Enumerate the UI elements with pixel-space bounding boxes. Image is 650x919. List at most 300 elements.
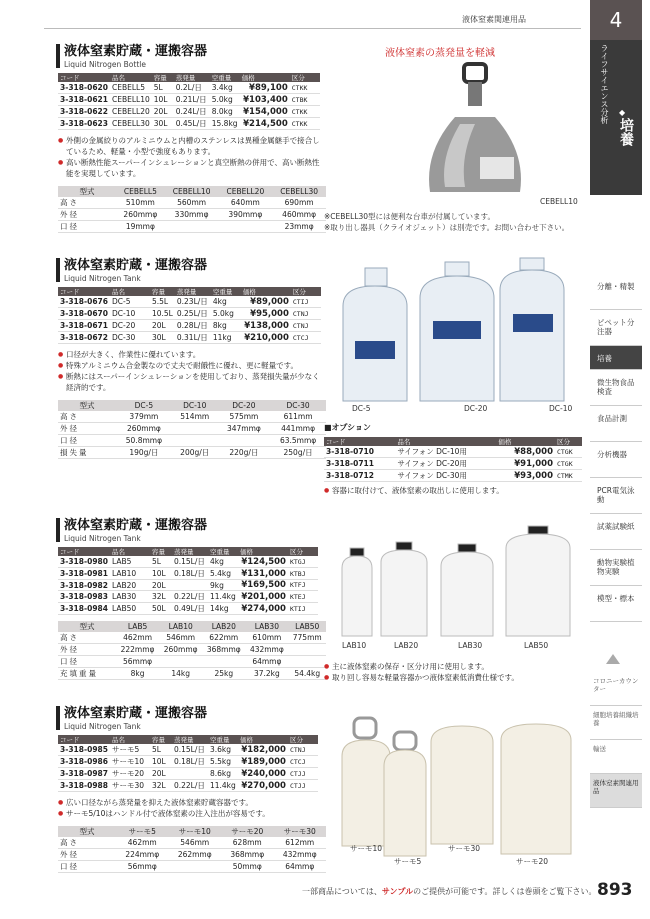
table-header-cell: 空重量 (208, 735, 238, 744)
code-cell: 3-318-0622 (60, 107, 108, 116)
side-nav-item[interactable]: 分析機器 (590, 442, 642, 478)
spec-cell: 外径 (58, 422, 116, 434)
price-cell: ¥89,100 (240, 82, 290, 94)
spec-cell: 56mmφ (116, 860, 169, 872)
weight-cell: 11.4kg (208, 780, 238, 792)
spec-cell: 高さ (58, 837, 116, 849)
spec-cell: 口径 (58, 656, 116, 668)
table-row (58, 756, 318, 768)
spec-row (58, 632, 326, 644)
side-nav-sub (590, 672, 642, 808)
code-cell: 3-318-0988 (60, 781, 108, 790)
name-cell: LAB30 (110, 591, 150, 603)
capacity-cell: 50L (150, 603, 172, 615)
section-subtitle: Liquid Nitrogen Bottle (64, 60, 146, 69)
spec-header-cell: 型式 (58, 186, 116, 197)
spec-cell: 14kg (159, 668, 202, 680)
table-row (58, 556, 318, 568)
capacity-cell: 10.5L (151, 309, 173, 318)
spec-table (58, 186, 326, 233)
table-header-cell: 品名 (110, 735, 150, 744)
spec-cell: 口径 (58, 220, 116, 232)
side-nav-sub-item[interactable]: コロニーカウンター (590, 672, 642, 706)
spec-header-cell: サーモ30 (274, 826, 327, 837)
spec-row (58, 208, 326, 220)
spec-cell (165, 220, 219, 232)
weight-cell: 4kg (208, 556, 238, 568)
code-cell: 3-318-0620 (60, 83, 108, 92)
table-header-cell: 価格 (240, 73, 290, 82)
code-cell: 3-318-0672 (60, 333, 108, 342)
side-nav-item[interactable]: 分離・精製 (590, 274, 642, 310)
note-text: ※取り出し器具（クライオジェット）は別売です。お問い合わせ下さい。 (324, 223, 570, 232)
table-header-cell: 価格 (238, 735, 288, 744)
spec-cell (169, 860, 222, 872)
evaporation-cell: 0.49L/日 (172, 603, 208, 615)
evaporation-cell: 0.18L/日 (172, 568, 208, 580)
spec-cell: 432mmφ (274, 848, 327, 860)
capacity-cell: 5L (150, 744, 172, 756)
table-header-cell: コード (58, 73, 110, 82)
product-section-cebell (58, 44, 326, 233)
page-number: 893 (597, 880, 633, 900)
evaporation-cell: 0.21L/日 (174, 94, 210, 106)
side-nav-item[interactable]: 試薬試験紙 (590, 514, 642, 550)
class-cell: KTGJ (288, 556, 318, 568)
spec-cell: 690mm (272, 197, 326, 209)
table-header-cell: 蒸発量 (172, 547, 208, 556)
price-cell: ¥240,000 (238, 768, 288, 780)
option-cell: 3-318-0711 (324, 458, 395, 470)
option-row (324, 470, 582, 482)
price-cell: ¥270,000 (238, 780, 288, 792)
feature-item: ● 広い口径ながら蒸発量を抑えた液体窒素貯蔵容器です。 (58, 798, 322, 809)
footer-note (302, 886, 596, 897)
name-cell: DC-5 (110, 296, 150, 308)
weight-cell: 5.0kg (211, 308, 241, 320)
spec-cell: 330mmφ (165, 208, 219, 220)
capacity-cell: 20L (150, 320, 175, 332)
evaporation-cell (172, 580, 208, 591)
side-nav-sub-item[interactable]: 輸送 (590, 740, 642, 774)
code-cell: 3-318-0982 (60, 580, 108, 590)
weight-cell: 5.4kg (208, 568, 238, 580)
table-header-cell: 容量 (152, 73, 174, 82)
table-row (58, 780, 318, 792)
class-cell: CTBK (290, 94, 320, 106)
class-cell: KTIJ (288, 603, 318, 615)
name-cell: CEBELL20 (111, 107, 150, 116)
spec-header-cell: CEBELL10 (165, 186, 219, 197)
weight-cell: 3.6kg (208, 744, 238, 756)
image-caption: DC-20 (464, 404, 488, 413)
spec-cell: 高さ (58, 411, 116, 423)
spec-header-cell: サーモ10 (169, 826, 222, 837)
option-block (324, 422, 582, 497)
weight-cell: 8kg (211, 320, 241, 332)
spec-cell: 262mmφ (169, 848, 222, 860)
spec-cell: 260mmφ (116, 422, 172, 434)
name-cell: サーモ30 (110, 780, 150, 792)
option-note: ● 容器に取付けて、液体窒素の取出しに使用します。 (324, 486, 582, 497)
table-row (58, 320, 321, 332)
class-cell: KTBJ (288, 568, 318, 580)
spec-cell: 610mm (245, 632, 288, 644)
class-cell: CTIJ (291, 296, 321, 308)
feature-item: ● 主に液体窒素の保存・区分け用に使用します。 (324, 662, 586, 673)
price-table (58, 287, 321, 344)
spec-row (58, 446, 326, 458)
spec-cell: 510mm (116, 197, 165, 209)
spec-cell: 462mm (116, 837, 169, 849)
side-nav-item[interactable]: 食品計測 (590, 406, 642, 442)
red-headline: 液体窒素の蒸発量を軽減 (385, 48, 495, 59)
code-cell: 3-318-0671 (60, 321, 108, 330)
spec-header-cell: 型式 (58, 621, 116, 632)
class-cell: KTFJ (288, 580, 318, 591)
table-header-cell: 品名 (110, 547, 150, 556)
table-row (58, 332, 321, 344)
spec-cell: 441mmφ (270, 422, 326, 434)
code-cell: 3-318-0981 (60, 569, 108, 578)
name-cell: DC-20 (110, 320, 150, 332)
price-cell: ¥138,000 (241, 320, 291, 332)
capacity-cell: 5L (150, 556, 172, 568)
spec-cell: 64mmφ (274, 860, 327, 872)
option-cell: 3-318-0710 (324, 446, 395, 458)
option-cell: CTMK (555, 470, 582, 482)
class-cell: CTKK (290, 118, 320, 130)
price-cell: ¥274,000 (238, 603, 288, 615)
spec-header-cell: LAB20 (202, 621, 245, 632)
spec-cell: 充填重量 (58, 668, 116, 680)
spec-header-cell: LAB5 (116, 621, 159, 632)
feature-list (58, 798, 322, 820)
section-subtitle: Liquid Nitrogen Tank (64, 534, 141, 543)
price-cell: ¥169,500 (238, 580, 288, 591)
side-nav-item[interactable]: 模型・標本 (590, 586, 642, 622)
section-title: 液体窒素貯蔵・運搬容器 (58, 706, 326, 721)
image-caption: LAB20 (394, 641, 419, 650)
weight-cell: 9kg (208, 580, 238, 591)
section-title: 液体窒素貯蔵・運搬容器 (58, 44, 326, 59)
code-cell: 3-318-0980 (60, 557, 108, 566)
option-cell: サイフォン DC-10用 (395, 446, 496, 458)
section-title: 液体窒素貯蔵・運搬容器 (58, 518, 326, 533)
table-row (58, 580, 318, 591)
spec-cell: 222mmφ (116, 644, 159, 656)
chapter-tab-diamond: ◆ (619, 108, 626, 117)
name-cell: LAB20 (110, 580, 150, 591)
name-cell: サーモ10 (110, 756, 150, 768)
weight-cell: 11.4kg (208, 591, 238, 603)
table-header-row (58, 735, 318, 744)
spec-header-cell: DC-5 (116, 400, 172, 411)
evaporation-cell: 0.31L/日 (175, 332, 211, 344)
side-nav-sub-item[interactable]: 細胞培養組織培養 (590, 706, 642, 740)
price-cell: ¥201,000 (238, 591, 288, 603)
feature-item: ● サーモ5/10はハンドル付で液体窒素の注入注出が容易です。 (58, 809, 322, 820)
feature-item: ● 高い断熱性能スーパーインシュレーションと真空断熱の併用で、高い断熱性能を実現しています。 (58, 158, 326, 180)
evaporation-cell (172, 768, 208, 780)
spec-row (58, 668, 326, 680)
table-row (58, 118, 320, 130)
spec-cell (172, 422, 218, 434)
note-text: ※CEBELL30型には便利な台車が付属しています。 (324, 212, 495, 221)
capacity-cell: 30L (150, 332, 175, 344)
table-header-cell: 区分 (288, 735, 318, 744)
header-divider (44, 28, 581, 29)
product-section-lab (58, 518, 326, 680)
spec-cell: 19mmφ (116, 220, 165, 232)
spec-cell: 462mm (116, 632, 159, 644)
spec-row (58, 422, 326, 434)
spec-cell: 25kg (202, 668, 245, 680)
evaporation-cell: 0.22L/日 (172, 780, 208, 792)
capacity-cell: 10L (150, 756, 172, 768)
spec-cell: 640mm (218, 197, 272, 209)
spec-row (58, 220, 326, 232)
spec-cell: 368mmφ (202, 644, 245, 656)
price-cell: ¥95,000 (241, 308, 291, 320)
option-cell: 3-318-0712 (324, 470, 395, 482)
table-row (58, 591, 318, 603)
option-header-row (324, 437, 582, 446)
class-cell: CTNJ (291, 320, 321, 332)
code-cell: 3-318-0985 (60, 745, 108, 754)
feature-list (58, 136, 326, 180)
side-nav (590, 274, 642, 622)
spec-cell: 外径 (58, 644, 116, 656)
spec-header-cell: CEBELL20 (218, 186, 272, 197)
capacity-cell: 20L (150, 768, 172, 780)
spec-cell: 220g/日 (218, 446, 270, 458)
class-cell: CTCJ (291, 332, 321, 344)
spec-header-row (58, 826, 326, 837)
spec-table (58, 826, 326, 873)
spec-cell: 外径 (58, 848, 116, 860)
spec-cell (218, 220, 272, 232)
image-caption: DC-5 (352, 404, 371, 413)
spec-cell: 560mm (165, 197, 219, 209)
spec-cell: 368mmφ (221, 848, 274, 860)
image-caption: CEBELL10 (540, 197, 578, 206)
spec-cell: 379mm (116, 411, 172, 423)
side-nav-item[interactable]: ピペット分注器 (590, 310, 642, 346)
spec-cell: 575mm (218, 411, 270, 423)
spec-cell (202, 656, 245, 668)
spec-header-cell: LAB10 (159, 621, 202, 632)
price-table (58, 73, 320, 130)
name-cell: CEBELL10 (111, 95, 150, 104)
spec-cell: 546mm (159, 632, 202, 644)
weight-cell: 5.0kg (210, 94, 240, 106)
capacity-cell: 20L (152, 106, 174, 118)
spec-row (58, 434, 326, 446)
spec-header-cell: DC-20 (218, 400, 270, 411)
price-cell: ¥154,000 (240, 106, 290, 118)
table-row (58, 82, 320, 94)
weight-cell: 5.5kg (208, 756, 238, 768)
option-cell: CTGK (555, 458, 582, 470)
chapter-number: 4 (590, 0, 642, 40)
table-header-cell: 区分 (291, 287, 321, 296)
class-cell: CTKK (290, 106, 320, 118)
spec-cell (218, 434, 270, 446)
table-header-cell: 区分 (288, 547, 318, 556)
weight-cell: 8.6kg (208, 768, 238, 780)
class-cell: CTNJ (288, 744, 318, 756)
footer-post: のご提供が可能です。詳しくは巻頭をご覧下さい。 (413, 887, 597, 896)
table-header-cell: 価格 (238, 547, 288, 556)
feature-item: ● 取り回し容易な軽量容器かつ液体窒素低消費仕様です。 (324, 673, 586, 684)
capacity-cell: 30L (152, 118, 174, 130)
table-header-row (58, 73, 320, 82)
spec-cell: 611mm (270, 411, 326, 423)
spec-cell: 23mmφ (272, 220, 326, 232)
option-cell: CTGK (555, 446, 582, 458)
side-nav-item-active[interactable]: 培養 (590, 346, 642, 370)
spec-header-cell: サーモ5 (116, 826, 169, 837)
side-nav-item[interactable]: 微生物食品検査 (590, 370, 642, 406)
section-subtitle: Liquid Nitrogen Tank (64, 274, 141, 283)
option-cell: ¥91,000 (496, 458, 555, 470)
feature-item: ● 口径が大きく、作業性に優れています。 (58, 350, 322, 361)
spec-cell: 347mmφ (218, 422, 270, 434)
name-cell: DC-10 (110, 308, 150, 320)
product-section-dc (58, 258, 326, 459)
table-row (58, 768, 318, 780)
dc-dewar-image (335, 256, 585, 408)
table-header-row (58, 547, 318, 556)
spec-header-cell: 型式 (58, 400, 116, 411)
table-header-cell: 容量 (150, 287, 175, 296)
option-row (324, 458, 582, 470)
price-cell: ¥131,000 (238, 568, 288, 580)
weight-cell: 11kg (211, 332, 241, 344)
product-section-thermo (58, 706, 326, 873)
spec-row (58, 837, 326, 849)
code-cell: 3-318-0987 (60, 769, 108, 778)
side-nav-item[interactable]: PCR電気泳動 (590, 478, 642, 514)
evaporation-cell: 0.25L/日 (175, 308, 211, 320)
image-caption: LAB30 (458, 641, 483, 650)
spec-cell (159, 656, 202, 668)
table-header-row (58, 287, 321, 296)
evaporation-cell: 0.18L/日 (172, 756, 208, 768)
feature-item: ● 外側の金属絞りのアルミニウムと内槽のステンレスは異種金属継手で接合しているため、軽量・小型で強度もあります。 (58, 136, 326, 158)
spec-cell: 390mmφ (218, 208, 272, 220)
lab-dewar-image (336, 524, 586, 639)
spec-cell: 64mmφ (245, 656, 288, 668)
image-caption: サーモ10 (350, 844, 383, 853)
weight-cell: 14kg (208, 603, 238, 615)
spec-header-cell: DC-10 (172, 400, 218, 411)
code-cell: 3-318-0983 (60, 592, 108, 601)
code-cell: 3-318-0986 (60, 757, 108, 766)
table-row (58, 106, 320, 118)
spec-row (58, 656, 326, 668)
option-table (324, 437, 582, 482)
code-cell: 3-318-0984 (60, 604, 108, 613)
price-table (58, 735, 318, 792)
option-cell: サイフォン DC-30用 (395, 470, 496, 482)
spec-cell: 622mm (202, 632, 245, 644)
spec-cell: 63.5mmφ (270, 434, 326, 446)
spec-row (58, 848, 326, 860)
spec-cell: 260mmφ (116, 208, 165, 220)
weight-cell: 4kg (211, 296, 241, 308)
spec-cell: 612mm (274, 837, 327, 849)
price-cell: ¥103,400 (240, 94, 290, 106)
spec-cell: 口径 (58, 434, 116, 446)
evaporation-cell: 0.15L/日 (172, 556, 208, 568)
spec-header-cell: CEBELL30 (272, 186, 326, 197)
scroll-up-triangle-icon[interactable] (606, 654, 620, 664)
spec-cell: 56mmφ (116, 656, 159, 668)
capacity-cell: 5.5L (150, 296, 175, 308)
table-row (58, 296, 321, 308)
side-nav-sub-item-active[interactable]: 液体窒素関連用品 (590, 774, 642, 808)
option-title: ■オプション (324, 423, 371, 432)
price-table (58, 547, 318, 615)
footer-sample-link[interactable]: サンプル (381, 887, 414, 896)
side-nav-item[interactable]: 動物実験植物実験 (590, 550, 642, 586)
class-cell: CTJJ (288, 768, 318, 780)
spec-row (58, 860, 326, 872)
spec-header-row (58, 186, 326, 197)
code-cell: 3-318-0621 (60, 95, 108, 104)
image-caption: LAB50 (524, 641, 549, 650)
evaporation-cell: 0.15L/日 (172, 744, 208, 756)
option-row (324, 446, 582, 458)
evaporation-cell: 0.24L/日 (174, 106, 210, 118)
feature-item: ● 特殊アルミニウム合金製なので丈夫で耐餓性に優れ、更に軽量です。 (58, 361, 322, 372)
table-header-cell: 区分 (290, 73, 320, 82)
code-cell: 3-318-0623 (60, 119, 108, 128)
spec-cell: 8kg (116, 668, 159, 680)
evaporation-cell: 0.22L/日 (172, 591, 208, 603)
table-header-cell: 蒸発量 (172, 735, 208, 744)
cebell-dewar-image (420, 62, 530, 197)
table-header-cell: 蒸発量 (174, 73, 210, 82)
spec-cell: 628mm (221, 837, 274, 849)
price-cell: ¥210,000 (241, 332, 291, 344)
feature-list (324, 662, 586, 684)
chapter-tab-sub: ライフサイエンス分析 (600, 44, 609, 124)
name-cell: CEBELL30 (111, 119, 150, 128)
weight-cell: 8.0kg (210, 106, 240, 118)
evaporation-cell: 0.23L/日 (175, 296, 211, 308)
table-header-cell: 空重量 (208, 547, 238, 556)
spec-header-cell: サーモ20 (221, 826, 274, 837)
table-row (58, 603, 318, 615)
table-header-cell: 価格 (241, 287, 291, 296)
section-subtitle: Liquid Nitrogen Tank (64, 722, 141, 731)
spec-cell (288, 644, 326, 656)
spec-cell: 外径 (58, 208, 116, 220)
table-header-cell: 容量 (150, 735, 172, 744)
spec-row (58, 197, 326, 209)
table-header-cell: コード (58, 547, 110, 556)
footer-pre: 一部商品については、 (302, 887, 382, 896)
evaporation-cell: 0.45L/日 (174, 118, 210, 130)
feature-item: ● 断熱にはスーパーインシュレーションを使用しており、蒸発損失量が少なく経済的です。 (58, 372, 322, 394)
spec-header-row (58, 400, 326, 411)
spec-cell (172, 434, 218, 446)
spec-table (58, 621, 326, 680)
section-title: 液体窒素貯蔵・運搬容器 (58, 258, 326, 273)
